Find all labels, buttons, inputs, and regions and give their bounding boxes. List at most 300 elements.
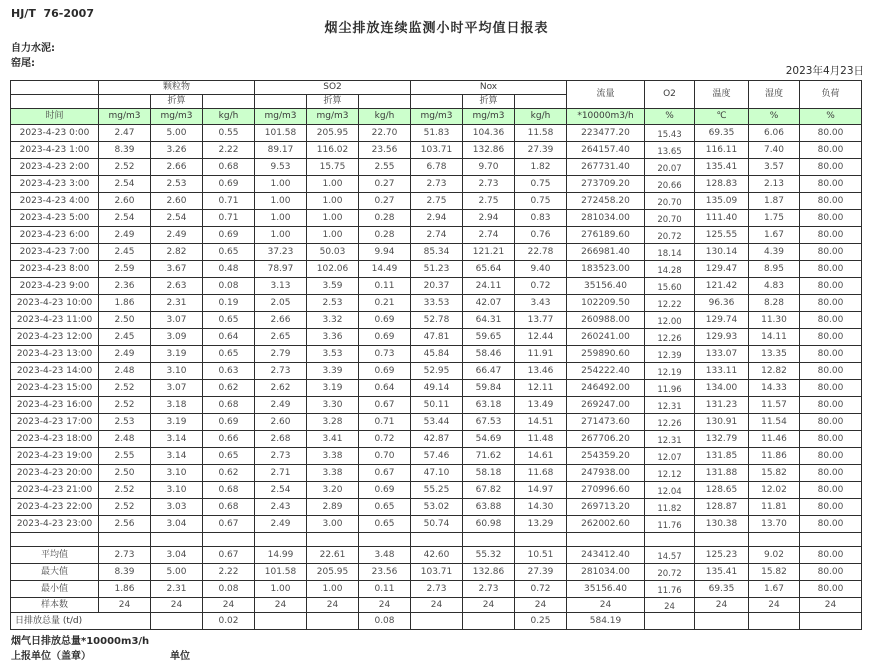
value-cell: 3.10 [151,482,203,499]
value-cell: 2.94 [411,210,463,227]
value-cell: 2.74 [463,227,515,244]
value-cell: 80.00 [800,482,862,499]
unit-cell: mg/m3 [463,109,515,125]
summary-value: 243412.40 [567,547,645,564]
summary-label: 最小值 [11,581,99,598]
time-cell: 2023-4-23 22:00 [11,499,99,516]
daily-total-value [749,613,800,630]
value-cell: 247938.00 [567,465,645,482]
value-cell: 102209.50 [567,295,645,312]
converted-label: 折算 [463,95,515,109]
value-cell: 2.43 [255,499,307,516]
value-cell: 3.14 [151,431,203,448]
summary-value: 22.61 [307,547,359,564]
summary-value: 0.67 [203,547,255,564]
value-cell: 133.07 [695,346,749,363]
summary-value: 24 [800,598,862,613]
summary-label: 平均值 [11,547,99,564]
value-cell: 80.00 [800,125,862,142]
value-cell: 1.75 [749,210,800,227]
group-header: 流量 [567,81,645,109]
value-cell: 2.75 [463,193,515,210]
value-cell: 104.36 [463,125,515,142]
time-cell: 2023-4-23 5:00 [11,210,99,227]
data-row [11,516,862,533]
value-cell: 80.00 [800,261,862,278]
value-cell: 80.00 [800,244,862,261]
summary-value: 2.73 [99,547,151,564]
unit-cell: ℃ [695,109,749,125]
unit-cell: kg/h [203,109,255,125]
unit-cell: mg/m3 [99,109,151,125]
value-cell: 47.10 [411,465,463,482]
value-cell: 0.67 [359,465,411,482]
value-cell: 3.18 [151,397,203,414]
value-cell: 50.03 [307,244,359,261]
value-cell: 78.97 [255,261,307,278]
value-cell: 80.00 [800,210,862,227]
value-cell: 3.10 [151,465,203,482]
value-cell: 3.09 [151,329,203,346]
value-cell: 3.03 [151,499,203,516]
value-cell: 134.00 [695,380,749,397]
data-row [11,227,862,244]
value-cell: 12.39 [645,346,695,363]
blank-row [11,533,862,547]
summary-value: 24 [515,598,567,613]
value-cell: 183523.00 [567,261,645,278]
value-cell: 3.04 [151,516,203,533]
value-cell: 80.00 [800,159,862,176]
value-cell: 0.71 [203,210,255,227]
unit-cell: % [645,109,695,125]
value-cell: 2.50 [99,465,151,482]
time-cell: 2023-4-23 13:00 [11,346,99,363]
value-cell: 53.02 [411,499,463,516]
value-cell: 0.62 [203,380,255,397]
value-cell: 103.71 [411,142,463,159]
value-cell: 8.28 [749,295,800,312]
value-cell: 20.07 [645,159,695,176]
value-cell: 54.69 [463,431,515,448]
unit-label: 单位 [170,651,190,662]
value-cell: 2.31 [151,295,203,312]
value-cell: 66.47 [463,363,515,380]
time-cell: 2023-4-23 8:00 [11,261,99,278]
value-cell: 65.64 [463,261,515,278]
value-cell: 0.19 [203,295,255,312]
value-cell: 132.79 [695,431,749,448]
summary-value: 10.51 [515,547,567,564]
value-cell: 14.49 [359,261,411,278]
value-cell: 80.00 [800,380,862,397]
flue-gas-total-note: 烟气日排放总量*10000m3/h [11,636,150,647]
value-cell: 20.72 [645,227,695,244]
value-cell: 3.26 [151,142,203,159]
value-cell: 42.07 [463,295,515,312]
value-cell: 13.77 [515,312,567,329]
value-cell: 80.00 [800,227,862,244]
value-cell: 71.62 [463,448,515,465]
summary-value: 2.73 [463,581,515,598]
time-cell: 2023-4-23 12:00 [11,329,99,346]
value-cell: 2.52 [99,397,151,414]
summary-value: 205.95 [307,564,359,581]
value-cell: 2.54 [99,210,151,227]
reporting-unit-label: 上报单位（盖章） [11,651,91,662]
value-cell: 80.00 [800,516,862,533]
time-cell: 2023-4-23 7:00 [11,244,99,261]
value-cell: 1.00 [307,227,359,244]
value-cell: 9.94 [359,244,411,261]
unit-cell: mg/m3 [307,109,359,125]
value-cell: 0.28 [359,227,411,244]
summary-value: 24 [567,598,645,613]
value-cell: 2.65 [255,329,307,346]
value-cell: 2.49 [99,227,151,244]
value-cell: 89.17 [255,142,307,159]
data-row [11,312,862,329]
value-cell: 133.11 [695,363,749,380]
value-cell: 2.68 [255,431,307,448]
value-cell: 0.75 [515,193,567,210]
data-row [11,210,862,227]
value-cell: 260988.00 [567,312,645,329]
daily-total-value: 0.08 [359,613,411,630]
unit-cell: kg/h [515,109,567,125]
summary-value: 24 [749,598,800,613]
unit-cell: kg/h [359,109,411,125]
summary-value: 0.11 [359,581,411,598]
value-cell: 0.75 [515,176,567,193]
daily-total-value [800,613,862,630]
time-cell: 2023-4-23 18:00 [11,431,99,448]
summary-row [11,547,862,564]
value-cell: 2.49 [99,346,151,363]
group-header-row [11,81,862,95]
value-cell: 0.62 [203,465,255,482]
value-cell: 12.19 [645,363,695,380]
summary-value: 27.39 [515,564,567,581]
value-cell: 132.86 [463,142,515,159]
data-row [11,278,862,295]
daily-total-row [11,613,862,630]
value-cell: 11.48 [515,431,567,448]
value-cell: 12.12 [645,465,695,482]
value-cell: 64.31 [463,312,515,329]
value-cell: 0.63 [203,363,255,380]
value-cell: 0.08 [203,278,255,295]
value-cell: 14.97 [515,482,567,499]
value-cell: 2.75 [411,193,463,210]
summary-value: 80.00 [800,564,862,581]
value-cell: 276189.60 [567,227,645,244]
daily-total-value: 0.02 [203,613,255,630]
value-cell: 3.19 [151,414,203,431]
value-cell: 0.21 [359,295,411,312]
summary-value: 80.00 [800,547,862,564]
summary-value: 24 [695,598,749,613]
summary-value: 24 [411,598,463,613]
value-cell: 4.39 [749,244,800,261]
value-cell: 11.81 [749,499,800,516]
value-cell: 13.29 [515,516,567,533]
value-cell: 3.43 [515,295,567,312]
value-cell: 2.54 [255,482,307,499]
data-row [11,176,862,193]
value-cell: 0.69 [359,363,411,380]
value-cell: 0.65 [359,499,411,516]
value-cell: 59.65 [463,329,515,346]
value-cell: 57.46 [411,448,463,465]
value-cell: 8.95 [749,261,800,278]
value-cell: 11.58 [515,125,567,142]
value-cell: 2.52 [99,499,151,516]
value-cell: 254359.20 [567,448,645,465]
value-cell: 18.14 [645,244,695,261]
monitor-point-label: 窑尾: [11,58,35,69]
summary-value: 24 [203,598,255,613]
value-cell: 1.00 [255,210,307,227]
value-cell: 50.74 [411,516,463,533]
value-cell: 85.34 [411,244,463,261]
value-cell: 1.67 [749,227,800,244]
value-cell: 130.38 [695,516,749,533]
data-row [11,159,862,176]
summary-row [11,564,862,581]
report-table [10,80,862,630]
value-cell: 80.00 [800,397,862,414]
value-cell: 6.78 [411,159,463,176]
summary-value: 132.86 [463,564,515,581]
value-cell: 3.38 [307,448,359,465]
value-cell: 55.25 [411,482,463,499]
value-cell: 2.82 [151,244,203,261]
value-cell: 12.26 [645,414,695,431]
value-cell: 0.70 [359,448,411,465]
daily-total-label: 日排放总量 (t/d) [11,613,151,630]
value-cell: 14.28 [645,261,695,278]
value-cell: 51.23 [411,261,463,278]
report-title: 烟尘排放连续监测小时平均值日报表 [324,21,549,36]
value-cell: 14.33 [749,380,800,397]
summary-value: 1.00 [255,581,307,598]
value-cell: 0.66 [203,431,255,448]
value-cell: 3.10 [151,363,203,380]
value-cell: 0.64 [359,380,411,397]
summary-value: 135.41 [695,564,749,581]
value-cell: 22.78 [515,244,567,261]
value-cell: 1.00 [307,210,359,227]
value-cell: 2.60 [151,193,203,210]
value-cell: 260241.00 [567,329,645,346]
value-cell: 2.47 [99,125,151,142]
value-cell: 2.59 [99,261,151,278]
value-cell: 128.65 [695,482,749,499]
value-cell: 2.73 [463,176,515,193]
value-cell: 3.39 [307,363,359,380]
corner-cell [11,95,99,109]
value-cell: 24.11 [463,278,515,295]
summary-label: 样本数 [11,598,99,613]
summary-value: 24 [255,598,307,613]
summary-row [11,581,862,598]
value-cell: 11.57 [749,397,800,414]
group-header: 负荷 [800,81,862,109]
value-cell: 272458.20 [567,193,645,210]
value-cell: 0.69 [203,414,255,431]
company-label: 自力水泥: [11,43,55,54]
value-cell: 2.71 [255,465,307,482]
summary-value: 20.72 [645,564,695,581]
value-cell: 80.00 [800,312,862,329]
value-cell: 2.73 [255,448,307,465]
value-cell: 12.82 [749,363,800,380]
value-cell: 101.58 [255,125,307,142]
group-header: O2 [645,81,695,109]
value-cell: 6.06 [749,125,800,142]
value-cell: 15.82 [749,465,800,482]
value-cell: 80.00 [800,142,862,159]
value-cell: 12.31 [645,431,695,448]
value-cell: 0.65 [203,346,255,363]
unit-cell: mg/m3 [151,109,203,125]
value-cell: 13.46 [515,363,567,380]
value-cell: 3.41 [307,431,359,448]
time-cell: 2023-4-23 20:00 [11,465,99,482]
unit-cell: mg/m3 [411,109,463,125]
value-cell: 11.91 [515,346,567,363]
value-cell: 45.84 [411,346,463,363]
value-cell: 2.52 [99,159,151,176]
value-cell: 60.98 [463,516,515,533]
value-cell: 3.19 [151,346,203,363]
summary-value: 2.73 [411,581,463,598]
data-row [11,295,862,312]
value-cell: 80.00 [800,176,862,193]
summary-value: 35156.40 [567,581,645,598]
daily-total-value [463,613,515,630]
value-cell: 0.67 [203,516,255,533]
summary-value: 24 [463,598,515,613]
value-cell: 5.00 [151,125,203,142]
value-cell: 129.74 [695,312,749,329]
value-cell: 42.87 [411,431,463,448]
value-cell: 4.83 [749,278,800,295]
summary-value: 0.72 [515,581,567,598]
value-cell: 135.09 [695,193,749,210]
data-row [11,465,862,482]
data-row [11,244,862,261]
summary-value: 103.71 [411,564,463,581]
value-cell: 80.00 [800,414,862,431]
value-cell: 80.00 [800,278,862,295]
summary-value: 5.00 [151,564,203,581]
value-cell: 2.73 [411,176,463,193]
time-cell: 2023-4-23 9:00 [11,278,99,295]
value-cell: 129.93 [695,329,749,346]
value-cell: 80.00 [800,448,862,465]
value-cell: 13.70 [749,516,800,533]
value-cell: 2.53 [151,176,203,193]
value-cell: 254222.40 [567,363,645,380]
value-cell: 259890.60 [567,346,645,363]
daily-total-value [411,613,463,630]
value-cell: 0.69 [203,176,255,193]
value-cell: 3.59 [307,278,359,295]
value-cell: 0.64 [203,329,255,346]
value-cell: 80.00 [800,329,862,346]
value-cell: 59.84 [463,380,515,397]
standard-number: HJ/T 76-2007 [11,7,94,20]
value-cell: 2.49 [255,516,307,533]
summary-value: 24 [359,598,411,613]
value-cell: 63.88 [463,499,515,516]
value-cell: 2.49 [255,397,307,414]
daily-total-value [151,613,203,630]
value-cell: 269713.20 [567,499,645,516]
value-cell: 3.36 [307,329,359,346]
time-cell: 2023-4-23 16:00 [11,397,99,414]
value-cell: 1.82 [515,159,567,176]
value-cell: 80.00 [800,465,862,482]
summary-value: 125.23 [695,547,749,564]
time-cell: 2023-4-23 3:00 [11,176,99,193]
value-cell: 271473.60 [567,414,645,431]
value-cell: 2.48 [99,363,151,380]
value-cell: 15.75 [307,159,359,176]
value-cell: 14.51 [515,414,567,431]
value-cell: 2.94 [463,210,515,227]
value-cell: 1.00 [307,176,359,193]
value-cell: 2.13 [749,176,800,193]
group-header: 颗粒物 [99,81,255,95]
time-cell: 2023-4-23 6:00 [11,227,99,244]
value-cell: 12.02 [749,482,800,499]
value-cell: 0.27 [359,176,411,193]
value-cell: 130.14 [695,244,749,261]
value-cell: 0.55 [203,125,255,142]
value-cell: 2.60 [255,414,307,431]
value-cell: 13.65 [645,142,695,159]
value-cell: 0.69 [203,227,255,244]
value-cell: 58.46 [463,346,515,363]
value-cell: 0.65 [203,244,255,261]
summary-value: 24 [645,598,695,613]
value-cell: 281034.00 [567,210,645,227]
summary-value: 3.48 [359,547,411,564]
value-cell: 49.14 [411,380,463,397]
value-cell: 121.21 [463,244,515,261]
value-cell: 12.26 [645,329,695,346]
value-cell: 9.53 [255,159,307,176]
value-cell: 52.78 [411,312,463,329]
value-cell: 270996.60 [567,482,645,499]
summary-value: 0.08 [203,581,255,598]
value-cell: 67.53 [463,414,515,431]
value-cell: 9.40 [515,261,567,278]
value-cell: 11.82 [645,499,695,516]
value-cell: 20.70 [645,193,695,210]
value-cell: 0.65 [359,516,411,533]
value-cell: 2.66 [151,159,203,176]
value-cell: 3.38 [307,465,359,482]
value-cell: 13.49 [515,397,567,414]
value-cell: 3.14 [151,448,203,465]
value-cell: 128.87 [695,499,749,516]
daily-total-value: 0.25 [515,613,567,630]
time-cell: 2023-4-23 23:00 [11,516,99,533]
